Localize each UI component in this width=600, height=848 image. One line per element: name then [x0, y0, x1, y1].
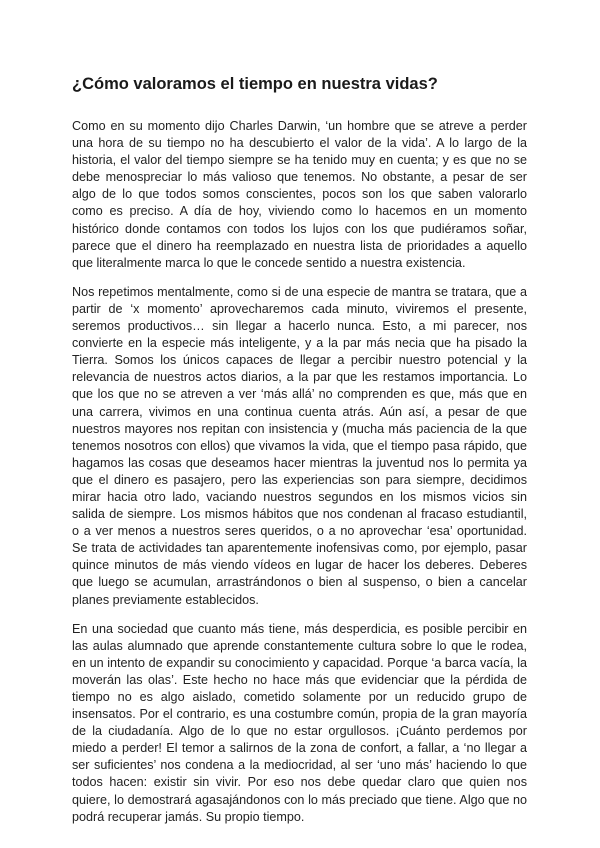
paragraph-2: Nos repetimos mentalmente, como si de una especie de mantra se tratara, que a partir de ‘x momento’ aprovecharemos cada minuto, viviremos el presente, seremos productivos… sin llegar a hacerlo nunca. Esto, a mi parecer, nos convierte en la especie más inteligente, y a la par más necia que ha pisado la Tierra. Somos los únicos capaces de llegar a percibir nuestro potencial y la relevancia de nuestros actos diarios, a la par que les restamos importancia. Lo que los que no se atreven a ver ‘más allá’ no comprenden es que, más que en una carrera, vivimos en una continua cuenta atrás. Aún así, a pesar de que nuestros mayores nos repitan con insistencia y (mucha más paciencia de la que tenemos nosotros con ellos) que vivamos la vida, que el tiempo pasa rápido, que hagamos las cosas que deseamos hacer mientras la juventud nos lo permita ya que el dinero es pasajero, pero las experiencias son para siempre, decidimos mirar hacia otro lado, vaciando nuestros segundos en los mismos vicios sin salida de siempre. Los mismos hábitos que nos condenan al fracaso estudiantil, o a ver menos a nuestros seres queridos, o a no aprovechar ‘esa’ oportunidad. Se trata de actividades tan aparentemente inofensivas como, por ejemplo, pasar quince minutos de más viendo vídeos en lugar de hacer los deberes. Deberes que luego se acumulan, arrastrándonos o bien al suspenso, o bien a cancelar planes previamente establecidos.	[72, 284, 527, 607]
paragraph-3: En una sociedad que cuanto más tiene, más desperdicia, es posible percibir en las aulas alumnado que aprende constantemente cultura sobre lo que le rodea, en un intento de expandir su conocimiento y capacidad. Porque ‘a barca vacía, la moverán las olas’. Este hecho no hace más que evidenciar que la pérdida de tiempo no es algo aislado, cometido solamente por un reducido grupo de insensatos. Por el contrario, es una costumbre común, propia de la gran mayoría de la ciudadanía. Algo de lo que no estar orgullosos. ¡Cuánto perdemos por miedo a perder! El temor a salirnos de la zona de confort, a fallar, a ‘no llegar a ser suficientes’ nos condena a la mediocridad, al ser ‘uno más’ haciendo lo que todos hacen: existir sin vivir. Por eso nos debe quedar claro que quien nos quiere, lo demostrará agasajándonos con lo más preciado que tiene. Algo que no podrá recuperar jamás. Su propio tiempo.	[72, 621, 527, 824]
page-title: ¿Cómo valoramos el tiempo en nuestra vidas?	[72, 75, 438, 93]
paragraph-1: Como en su momento dijo Charles Darwin, ‘un hombre que se atreve a perder una hora de su tiempo no ha descubierto el valor de la vida’. A lo largo de la historia, el valor del tiempo siempre se ha tenido muy en cuenta; y es que no se debe menospreciar lo más valioso que tenemos. No obstante, a pesar de ser algo de lo que todos somos conscientes, pocos son los que saben valorarlo como es preciso. A día de hoy, viviendo como lo hacemos en un momento histórico donde contamos con todos los lujos con los que pudiéramos soñar, parece que el dinero ha reemplazado en nuestra lista de prioridades a aquello que literalmente marca lo que le concede sentido a nuestra existencia.	[72, 119, 527, 270]
document-body	[72, 118, 527, 838]
